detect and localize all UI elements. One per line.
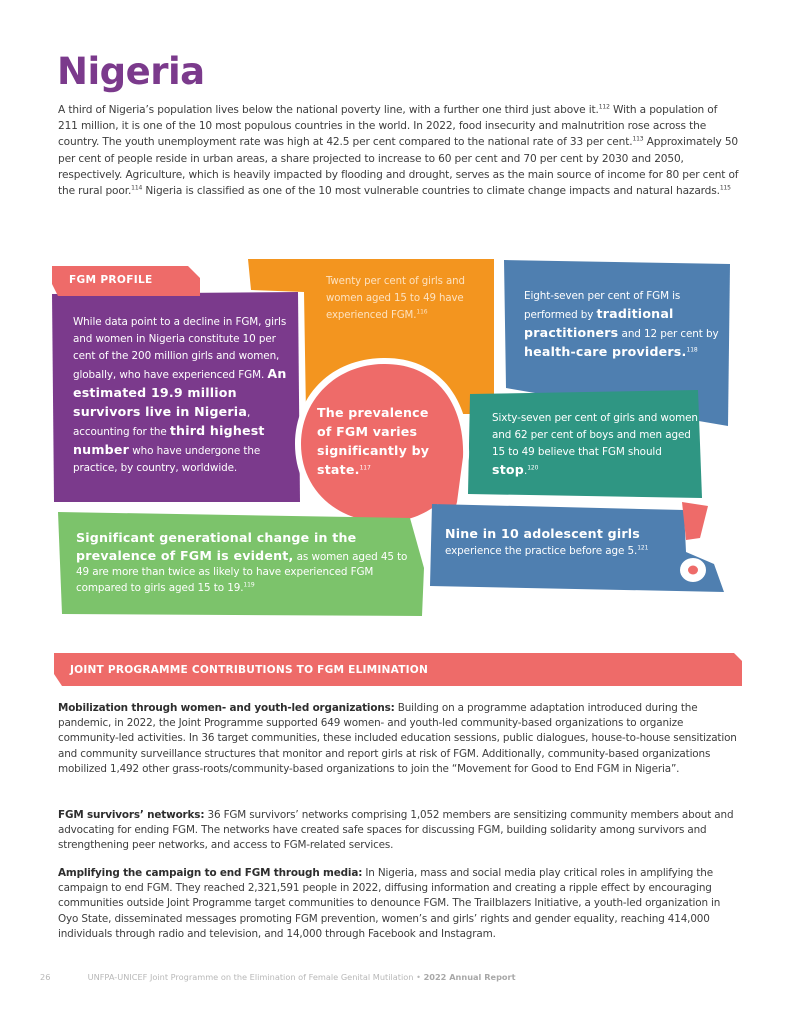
blue-box-2-text: Nine in 10 adolescent girls experience the practice before age 5.$^{121}$ [445, 526, 649, 557]
purple-stat-box [52, 290, 302, 505]
exclamation-icon [676, 500, 716, 590]
publication-title: UNFPA-UNICEF Joint Programme on the Elimination of Female Genital Mutilation [87, 972, 414, 982]
paragraph-heading: FGM survivors’ networks: [58, 809, 205, 821]
paragraph-heading: Mobilization through women- and youth-led organizations: [58, 702, 395, 714]
footnote-ref[interactable]: 118 [686, 346, 698, 354]
teal-box-text: Sixty-seven per cent of girls and women and 62 per cent of boys and men aged 15 to 49 believe that FGM should stop.$^{120}$ [492, 412, 698, 477]
contributions-banner [52, 652, 742, 688]
footnote-ref[interactable]: 115 [719, 184, 731, 192]
purple-box-text: While data point to a decline in FGM, girls and women in Nigeria constitute 10 per cent of the 200 million girls and women, globally, who have experienced FGM. An estimated 19.9 million survivors live in Nigeria, accounting for the third highest number who have undergone the practice, by country, worldwide. [73, 316, 287, 474]
footnote-ref[interactable]: 117 [359, 464, 371, 472]
intro-text: With a population of 211 million, it is one of the 10 most populous countries in the world. In 2022, food insecurity and malnutrition rose across the country. The youth unemployment rate was high at 42.5 per cent compared to the national rate of 33 per cent. [58, 104, 718, 149]
contributions-title: JOINT PROGRAMME CONTRIBUTIONS TO FGM ELIMINATION [70, 664, 429, 676]
contribution-paragraph [58, 808, 742, 854]
paragraph-body: 36 FGM survivors’ networks comprising 1,052 members are sensitizing community members about and advocating for ending FGM. The networks have created safe spaces for discussing FGM, building solidarity among survivors and strengthening peer networks, and access to FGM-related services. [58, 809, 734, 852]
footnote-ref[interactable]: 119 [243, 581, 255, 589]
footnote-ref[interactable]: 114 [131, 184, 143, 192]
coral-bubble-text: The prevalence of FGM varies significantly by state.$^{117}$ [317, 405, 430, 477]
contribution-paragraph [58, 866, 742, 942]
footer-separator: • [416, 972, 421, 982]
footnote-ref[interactable]: 121 [637, 544, 649, 552]
teal-stat-box [466, 388, 706, 500]
green-box-text: Significant generational change in the prevalence of FGM is evident, as women aged 45 to 49 are more than twice as likely to have experienced FGM compared to girls aged 15 to 19.$^{119}$ [76, 530, 408, 594]
intro-text: Approximately 50 per cent of people reside in urban areas, a share projected to increase to 60 per cent and 70 per cent by 2030 and 2050, respectively. Agriculture, which is heavily impacted by flooding and drought, serves as the main source of income for 80 per cent of the rural poor. [58, 136, 739, 198]
fgm-profile-title: FGM PROFILE [69, 274, 153, 286]
intro-paragraph [58, 102, 740, 199]
paragraph-heading: Amplifying the campaign to end FGM through media: [58, 867, 363, 879]
fgm-profile-label [52, 266, 200, 296]
blue-box-text: Eight-seven per cent of FGM is performed by traditional practitioners and 12 per cent by health-care providers.$^{118}$ [524, 290, 719, 359]
paragraph-body: In Nigeria, mass and social media play critical roles in amplifying the campaign to end FGM. They reached 2,321,591 people in 2022, diffusing information and creating a ripple effect by encouraging communities outside Joint Programme target communities to denounce FGM. The Trailblazers Initiative, a youth-led organization in Oyo State, disseminated messages promoting FGM prevention, women’s and girls’ rights and gender equality, reaching 414,000 individuals through radio and television, and 14,000 through Facebook and Instagram. [58, 867, 721, 940]
page-footer [40, 972, 516, 982]
green-stat-box [56, 506, 426, 618]
report-title: 2022 Annual Report [423, 972, 516, 982]
intro-text: A third of Nigeria’s population lives below the national poverty line, with a further one third just above it. [58, 104, 599, 116]
footnote-ref[interactable]: 112 [598, 103, 610, 111]
footnote-ref[interactable]: 120 [527, 464, 539, 472]
orange-box-text: Twenty per cent of girls and women aged 15 to 49 have experienced FGM.$^{116}$ [326, 276, 465, 321]
paragraph-body: Building on a programme adaptation introduced during the pandemic, in 2022, the Joint Programme supported 649 women- and youth-led community-based organizations to organize community-led activities. In 36 target communities, these included education sessions, public dialogues, house-to-house sensitization and community surveillance structures that monitor and report girls at risk of FGM. Additionally, community-based organizations mobilized 1,492 other grass-roots/community-based organizations to join the “Movement for Good to End FGM in Nigeria”. [58, 702, 737, 775]
page-number: 26 [40, 972, 51, 982]
contribution-paragraph [58, 701, 742, 777]
intro-text: Nigeria is classified as one of the 10 most vulnerable countries to climate change impacts and natural hazards. [142, 185, 720, 198]
footnote-ref[interactable]: 116 [416, 308, 428, 316]
page-title: Nigeria [57, 50, 205, 93]
footnote-ref[interactable]: 113 [632, 135, 644, 143]
